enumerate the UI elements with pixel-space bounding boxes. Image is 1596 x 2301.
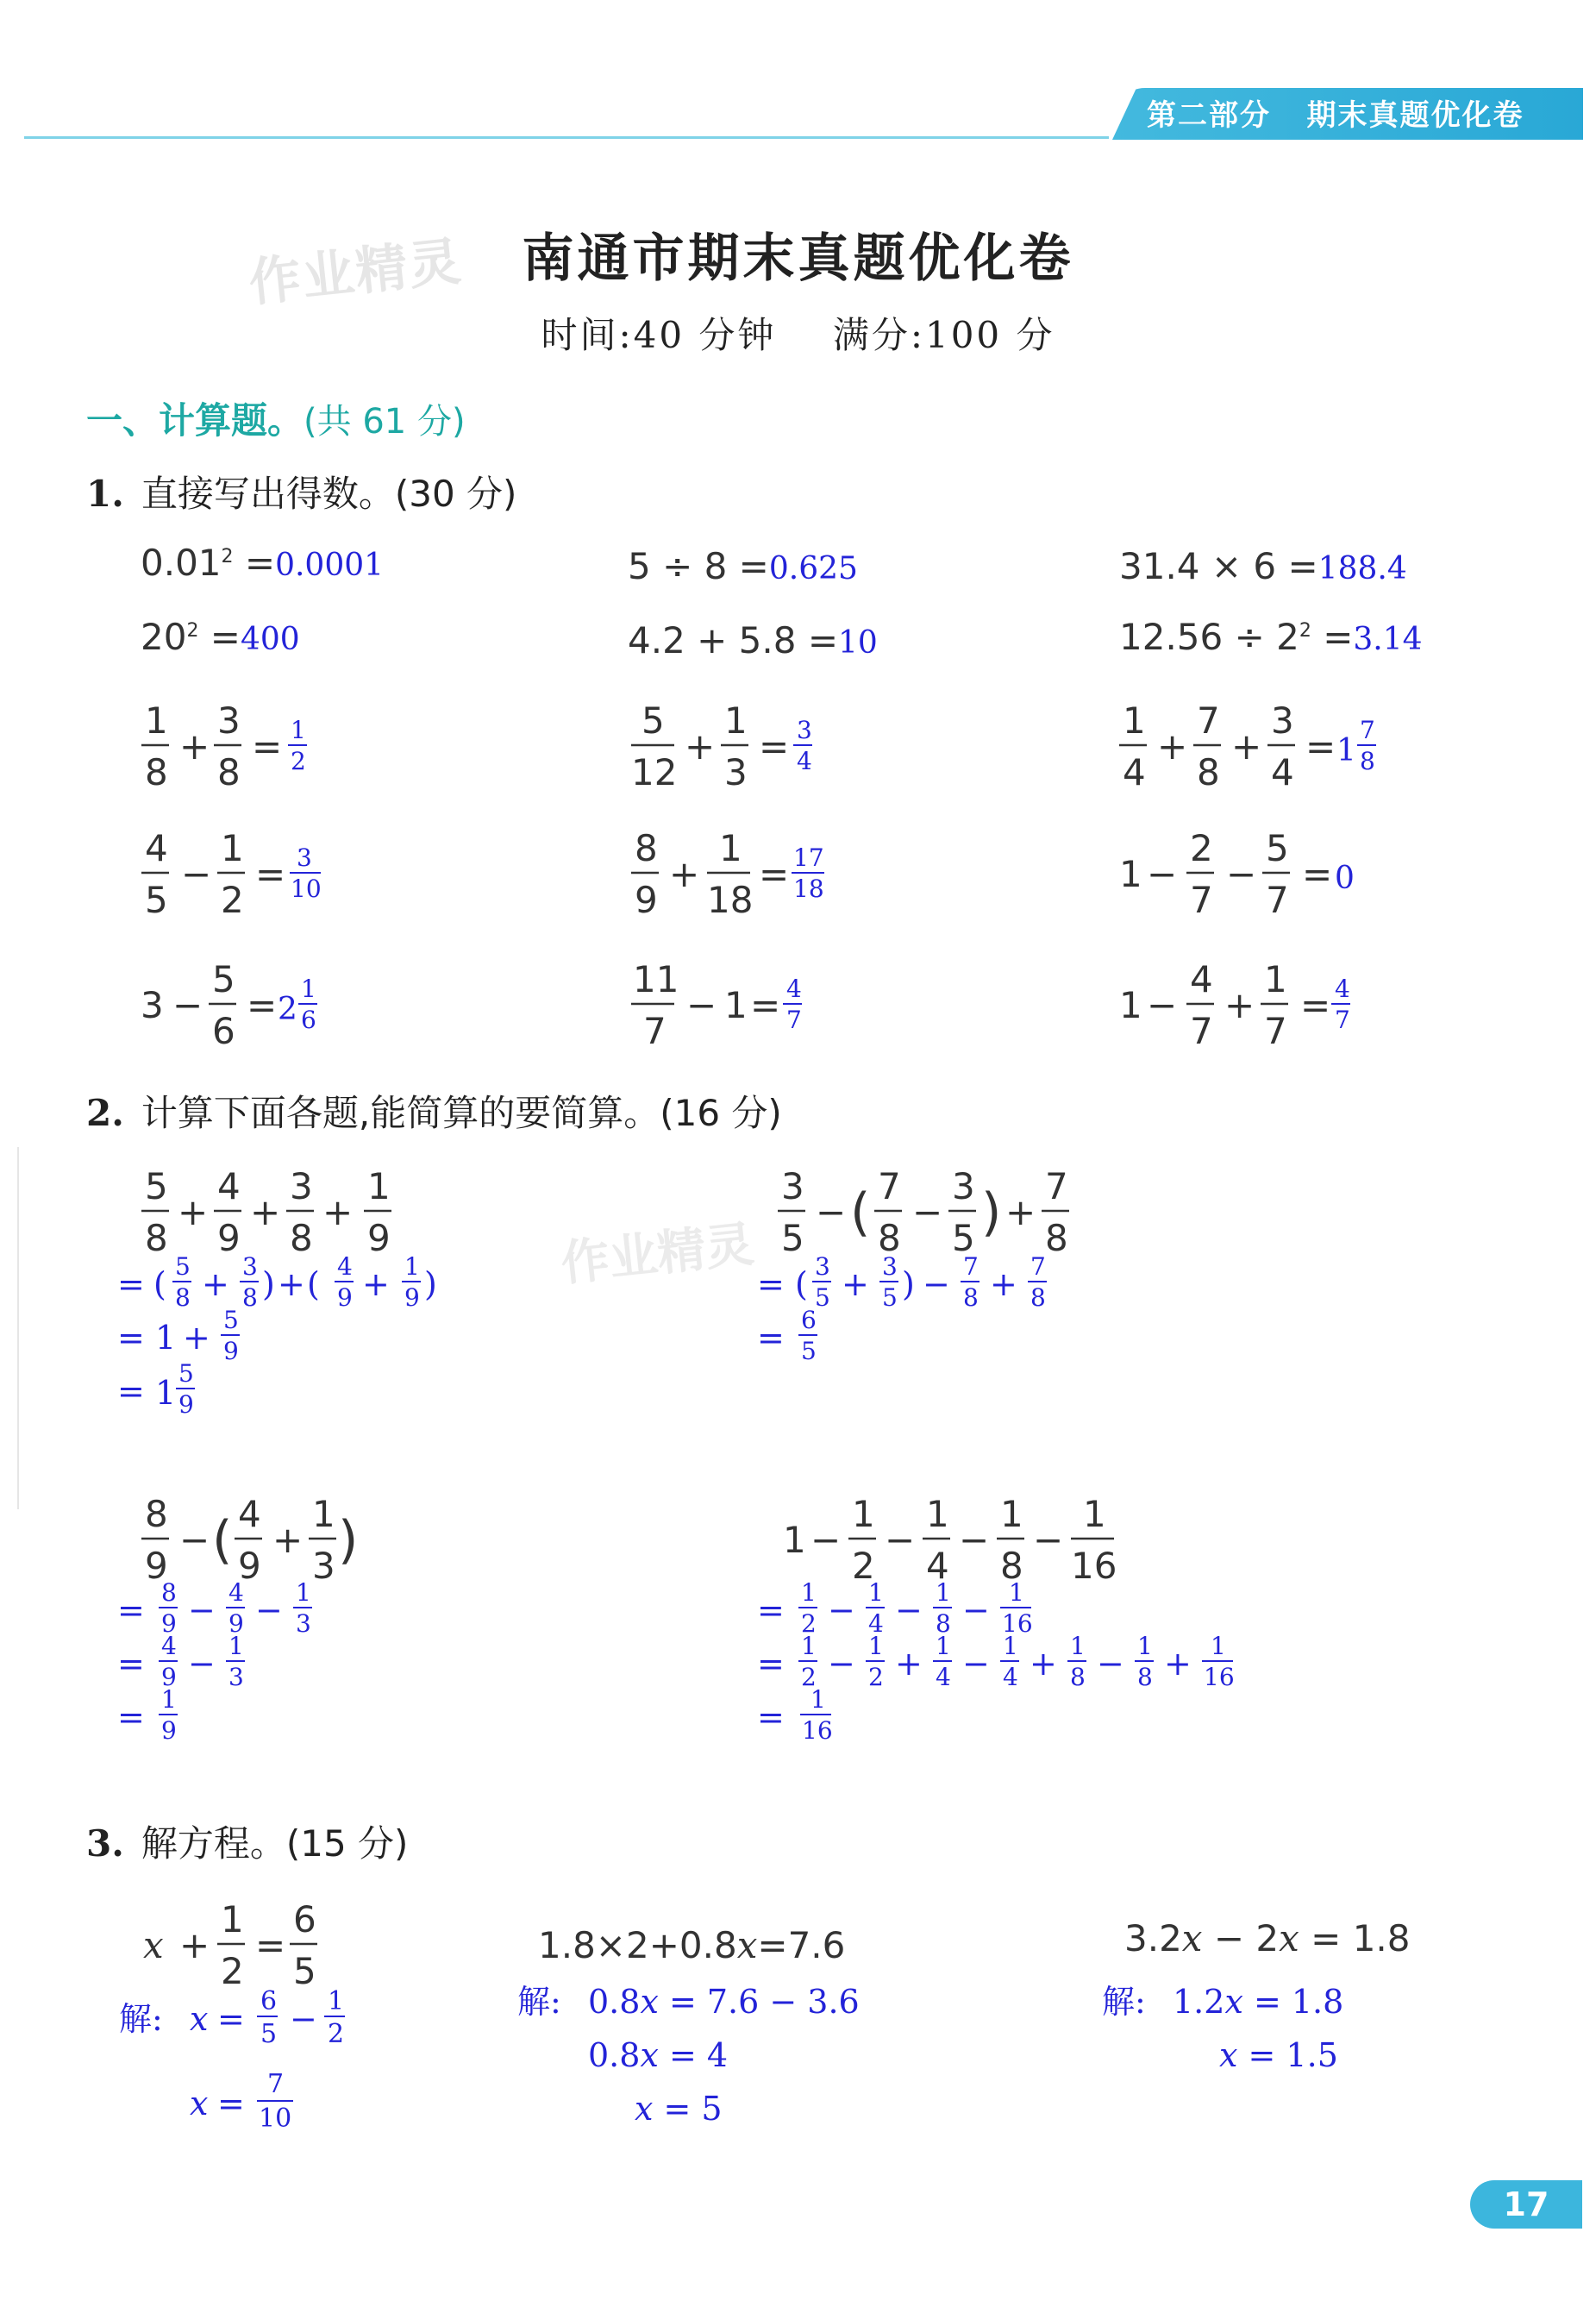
svg-text:5: 5 <box>293 1950 316 1992</box>
q1-item-13 <box>141 958 317 1052</box>
svg-text:9: 9 <box>161 1663 177 1691</box>
svg-text:=: = <box>117 1319 145 1357</box>
svg-text:3: 3 <box>228 1663 244 1691</box>
svg-text:1: 1 <box>1119 984 1142 1026</box>
svg-text:−: − <box>188 1591 216 1629</box>
page-title: 南通市期末真题优化卷 <box>522 229 1074 289</box>
svg-text:16: 16 <box>1204 1663 1235 1691</box>
svg-text:7: 7 <box>963 1252 979 1281</box>
svg-text:4: 4 <box>936 1663 951 1691</box>
svg-text:1: 1 <box>1119 853 1142 895</box>
q2-number: 2. <box>86 1092 124 1134</box>
svg-text:1: 1 <box>312 1493 335 1535</box>
svg-text:1: 1 <box>404 1252 420 1281</box>
svg-text:+: + <box>685 725 716 768</box>
svg-text:=: = <box>1300 984 1331 1026</box>
svg-text:(: ( <box>850 1182 871 1243</box>
svg-text:1: 1 <box>296 1578 311 1607</box>
svg-text:6: 6 <box>301 1006 316 1034</box>
svg-text:(: ( <box>153 1265 166 1303</box>
svg-text:1: 1 <box>301 975 316 1003</box>
svg-text:7: 7 <box>1197 699 1220 742</box>
q3-e2-steps <box>517 1983 860 2128</box>
svg-text:9: 9 <box>178 1390 194 1419</box>
svg-text:5: 5 <box>223 1306 239 1334</box>
svg-text:8: 8 <box>161 1578 177 1607</box>
svg-text:1: 1 <box>868 1632 884 1660</box>
svg-text:7: 7 <box>643 1010 667 1052</box>
svg-text:3: 3 <box>312 1545 335 1587</box>
svg-text:2: 2 <box>868 1663 884 1691</box>
svg-text:17: 17 <box>793 843 824 872</box>
svg-text:3: 3 <box>242 1252 258 1281</box>
svg-text:7: 7 <box>1264 1010 1287 1052</box>
q1-item-15 <box>1119 958 1350 1052</box>
svg-text:=: = <box>255 853 286 895</box>
q3-heading <box>86 1815 408 1867</box>
svg-text:7: 7 <box>878 1165 901 1207</box>
svg-text:+: + <box>202 1265 229 1303</box>
q3-e1-expr <box>143 1898 317 1992</box>
svg-text:6: 6 <box>212 1010 235 1052</box>
svg-text:+: + <box>1164 1645 1192 1683</box>
svg-text:(: ( <box>795 1265 808 1303</box>
svg-text:7: 7 <box>1266 879 1289 921</box>
svg-text:4: 4 <box>868 1609 884 1638</box>
svg-text:6: 6 <box>260 1986 278 2016</box>
svg-text:9: 9 <box>161 1609 177 1638</box>
q1-item-1: $0.01^2 =0.0001$ <box>141 542 385 584</box>
svg-text:−: − <box>255 1591 283 1629</box>
svg-text:−: − <box>885 1519 916 1561</box>
svg-text:1: 1 <box>1009 1578 1024 1607</box>
q2-p2-expr <box>778 1165 1069 1259</box>
svg-text:=: = <box>117 1265 145 1303</box>
svg-text:3: 3 <box>297 843 312 872</box>
svg-text:=: = <box>1302 853 1333 895</box>
page-subtitle: 时间:40 分钟 满分:100 分 <box>541 314 1055 356</box>
q1-item-12 <box>1119 827 1355 921</box>
svg-text:9: 9 <box>145 1545 168 1587</box>
svg-text:9: 9 <box>404 1283 420 1312</box>
svg-text:5: 5 <box>260 2019 278 2049</box>
svg-text:−: − <box>923 1265 950 1303</box>
q2-p2-steps <box>757 1252 1047 1365</box>
svg-text:+: + <box>1030 1645 1057 1683</box>
svg-text:): ) <box>424 1265 437 1303</box>
svg-text:8: 8 <box>936 1609 951 1638</box>
q1-item-9 <box>1119 699 1376 793</box>
svg-text:−: − <box>828 1591 855 1629</box>
svg-text:1: 1 <box>724 984 748 1026</box>
svg-text:6: 6 <box>293 1898 316 1940</box>
q1-item-10 <box>141 827 322 921</box>
svg-text:=: = <box>757 1319 785 1357</box>
svg-text:): ) <box>981 1182 1002 1243</box>
svg-text:解:: 解: <box>1102 1983 1146 2021</box>
svg-text:1: 1 <box>724 699 748 742</box>
q1-item-11 <box>631 827 824 921</box>
svg-text:1: 1 <box>801 1578 817 1607</box>
svg-text:−: − <box>172 984 203 1026</box>
svg-text:5: 5 <box>178 1359 194 1388</box>
svg-text:1: 1 <box>1264 958 1287 1000</box>
svg-text:=: = <box>1305 725 1336 768</box>
svg-text:1: 1 <box>1003 1632 1018 1660</box>
svg-text:5: 5 <box>781 1217 804 1259</box>
svg-text:+: + <box>322 1191 354 1233</box>
svg-text:1: 1 <box>926 1493 949 1535</box>
svg-text:2: 2 <box>801 1663 817 1691</box>
svg-text:+: + <box>272 1519 304 1561</box>
svg-text:18: 18 <box>707 879 754 921</box>
svg-text:5: 5 <box>882 1283 898 1312</box>
svg-text:7: 7 <box>1360 716 1375 744</box>
svg-text:−: − <box>895 1591 923 1629</box>
svg-text:x: x <box>190 2000 209 2038</box>
svg-text:=: = <box>759 853 790 895</box>
svg-text:1: 1 <box>811 1685 826 1714</box>
svg-text:3: 3 <box>724 751 748 793</box>
svg-text:=: = <box>217 2085 245 2122</box>
svg-text:5: 5 <box>801 1337 817 1365</box>
svg-text:1: 1 <box>1000 1493 1023 1535</box>
svg-text:5: 5 <box>1266 827 1289 869</box>
svg-text:4: 4 <box>145 827 168 869</box>
svg-text:): ) <box>338 1510 359 1571</box>
svg-text:9: 9 <box>635 879 658 921</box>
svg-text:8: 8 <box>878 1217 901 1259</box>
svg-text:+: + <box>842 1265 869 1303</box>
svg-text:5: 5 <box>145 879 168 921</box>
q3-e3-steps <box>1102 1983 1343 2074</box>
svg-text:5: 5 <box>212 958 235 1000</box>
svg-text:9: 9 <box>367 1217 391 1259</box>
svg-text:4: 4 <box>1190 958 1213 1000</box>
svg-text:0: 0 <box>1335 861 1355 896</box>
svg-text:3: 3 <box>797 716 812 744</box>
svg-text:−: − <box>1097 1645 1124 1683</box>
svg-text:+: + <box>250 1191 281 1233</box>
svg-text:1: 1 <box>936 1632 951 1660</box>
svg-text:解:: 解: <box>119 2000 163 2038</box>
svg-text:7: 7 <box>1190 879 1213 921</box>
svg-text:−: − <box>188 1645 216 1683</box>
svg-text:1: 1 <box>1070 1632 1086 1660</box>
svg-text:−: − <box>1147 853 1178 895</box>
svg-text:9: 9 <box>238 1545 261 1587</box>
svg-text:8: 8 <box>963 1283 979 1312</box>
svg-text:+: + <box>1005 1191 1036 1233</box>
svg-text:(: ( <box>212 1510 233 1571</box>
svg-text:(: ( <box>307 1265 320 1303</box>
svg-text:1: 1 <box>1211 1632 1226 1660</box>
svg-text:2: 2 <box>852 1545 875 1587</box>
svg-text:4: 4 <box>228 1578 244 1607</box>
svg-text:3: 3 <box>781 1165 804 1207</box>
q1-text: 直接写出得数。(30 分) <box>141 473 517 515</box>
q2-p3-steps <box>117 1578 312 1745</box>
svg-text:4: 4 <box>1271 751 1294 793</box>
svg-text:8: 8 <box>1070 1663 1086 1691</box>
svg-text:7: 7 <box>786 1006 802 1034</box>
svg-text:7: 7 <box>1190 1010 1213 1052</box>
svg-text:−: − <box>1226 853 1257 895</box>
svg-text:16: 16 <box>802 1716 833 1745</box>
svg-text:9: 9 <box>228 1609 244 1638</box>
svg-text:3: 3 <box>296 1609 311 1638</box>
svg-text:x = 1.5: x = 1.5 <box>1219 2036 1338 2074</box>
svg-text:+: + <box>179 725 210 768</box>
svg-text:4: 4 <box>161 1632 177 1660</box>
svg-text:−: − <box>181 853 212 895</box>
svg-text:−: − <box>828 1645 855 1683</box>
q2-p1-steps <box>117 1252 437 1419</box>
svg-text:12: 12 <box>631 751 678 793</box>
svg-text:8: 8 <box>145 1493 168 1535</box>
section-label: 一、计算题。 <box>86 399 304 442</box>
svg-text:8: 8 <box>1137 1663 1153 1691</box>
svg-text:3: 3 <box>1271 699 1294 742</box>
svg-text:−: − <box>686 984 717 1026</box>
svg-text:8: 8 <box>145 1217 168 1259</box>
svg-text:2: 2 <box>328 2019 345 2049</box>
svg-text:6: 6 <box>801 1306 817 1334</box>
svg-text:4: 4 <box>1123 751 1146 793</box>
svg-text:3: 3 <box>882 1252 898 1281</box>
svg-text:1: 1 <box>291 716 306 744</box>
svg-text:x: x <box>143 1924 164 1966</box>
svg-text:1: 1 <box>228 1632 244 1660</box>
svg-text:1: 1 <box>1137 1632 1153 1660</box>
svg-text:−: − <box>179 1519 210 1561</box>
svg-text:=: = <box>117 1698 145 1736</box>
svg-text:=: = <box>757 1265 785 1303</box>
svg-text:0.8x = 7.6 − 3.6: 0.8x = 7.6 − 3.6 <box>588 1983 860 2021</box>
svg-text:8: 8 <box>217 751 241 793</box>
svg-text:=: = <box>117 1372 145 1410</box>
svg-text:4: 4 <box>786 975 802 1003</box>
svg-text:=: = <box>759 725 790 768</box>
svg-text:+: + <box>990 1265 1017 1303</box>
svg-text:=: = <box>757 1698 785 1736</box>
svg-text:8: 8 <box>290 1217 313 1259</box>
q3-number: 3. <box>86 1822 124 1865</box>
q3-e3-expr: 3.2x − 2x = 1.8 <box>1124 1917 1411 1959</box>
svg-text:5: 5 <box>815 1283 830 1312</box>
svg-text:+: + <box>179 1924 210 1966</box>
svg-text:1: 1 <box>783 1519 806 1561</box>
svg-text:7: 7 <box>1030 1252 1046 1281</box>
svg-text:4: 4 <box>217 1165 241 1207</box>
svg-text:1: 1 <box>145 699 168 742</box>
q3-text: 解方程。(15 分) <box>141 1822 409 1865</box>
svg-text:5: 5 <box>952 1217 975 1259</box>
svg-text:4: 4 <box>1335 975 1350 1003</box>
svg-text:2: 2 <box>1190 827 1213 869</box>
svg-text:4: 4 <box>337 1252 353 1281</box>
svg-text:2: 2 <box>221 879 244 921</box>
svg-text:0.8x = 4: 0.8x = 4 <box>588 2036 729 2074</box>
svg-text:): ) <box>902 1265 915 1303</box>
svg-text:8: 8 <box>1030 1283 1046 1312</box>
svg-text:5: 5 <box>145 1165 168 1207</box>
svg-text:3: 3 <box>815 1252 830 1281</box>
svg-text:1: 1 <box>221 827 244 869</box>
svg-text:2: 2 <box>291 747 306 775</box>
svg-text:1: 1 <box>719 827 742 869</box>
svg-text:): ) <box>262 1265 275 1303</box>
svg-text:9: 9 <box>217 1217 241 1259</box>
q1-item-14 <box>631 958 802 1052</box>
svg-text:−: − <box>811 1519 842 1561</box>
svg-text:=: = <box>247 984 278 1026</box>
q2-p3-expr <box>141 1493 358 1587</box>
svg-text:+: + <box>895 1645 923 1683</box>
watermark-logo-2: 作业精灵 <box>558 1216 757 1293</box>
svg-text:1: 1 <box>221 1898 244 1940</box>
svg-text:−: − <box>290 2000 317 2038</box>
svg-text:8: 8 <box>1045 1217 1068 1259</box>
svg-text:=: = <box>217 2000 245 2038</box>
svg-text:1: 1 <box>936 1578 951 1607</box>
svg-text:8: 8 <box>635 827 658 869</box>
q2-p4-expr <box>783 1493 1117 1587</box>
svg-text:7: 7 <box>1335 1006 1350 1034</box>
section-points: (共 61 分) <box>304 402 466 442</box>
svg-text:+: + <box>669 853 700 895</box>
svg-text:−: − <box>1147 984 1178 1026</box>
q1-number: 1. <box>86 473 124 515</box>
svg-text:+: + <box>178 1191 209 1233</box>
svg-text:1: 1 <box>367 1165 391 1207</box>
svg-text:=: = <box>117 1591 145 1629</box>
svg-text:−: − <box>962 1591 990 1629</box>
svg-text:+: + <box>1224 984 1255 1026</box>
svg-text:x: x <box>190 2085 209 2122</box>
svg-text:8: 8 <box>242 1283 258 1312</box>
svg-text:7: 7 <box>1045 1165 1068 1207</box>
svg-text:3: 3 <box>217 699 241 742</box>
svg-text:=: = <box>117 1645 145 1683</box>
svg-text:5: 5 <box>175 1252 191 1281</box>
svg-text:=: = <box>750 984 781 1026</box>
q2-heading <box>86 1085 782 1137</box>
svg-text:=: = <box>757 1591 785 1629</box>
page-number: 17 <box>1470 2180 1582 2229</box>
svg-text:16: 16 <box>1002 1609 1033 1638</box>
q1-item-2: 5 ÷ 8 =0.625 <box>628 545 858 587</box>
svg-text:=: = <box>252 725 283 768</box>
svg-text:3: 3 <box>141 984 164 1026</box>
svg-text:+: + <box>1157 725 1188 768</box>
svg-text:解:: 解: <box>517 1983 561 2021</box>
svg-text:1: 1 <box>1083 1493 1106 1535</box>
svg-text:2: 2 <box>221 1950 244 1992</box>
q3-e2-expr: 1.8×2+0.8x=7.6 <box>538 1924 846 1966</box>
svg-text:1: 1 <box>1336 733 1356 768</box>
q1-item-7 <box>141 699 307 793</box>
svg-text:9: 9 <box>337 1283 353 1312</box>
svg-text:5: 5 <box>642 699 665 742</box>
svg-text:7: 7 <box>267 2069 285 2099</box>
svg-text:1: 1 <box>328 1986 345 2016</box>
q3-e1-steps <box>119 1986 345 2134</box>
svg-text:−: − <box>1033 1519 1064 1561</box>
svg-text:16: 16 <box>1071 1545 1117 1587</box>
q2-p4-steps <box>757 1578 1235 1745</box>
svg-text:9: 9 <box>161 1716 177 1745</box>
svg-text:1: 1 <box>155 1374 177 1412</box>
q1-item-8 <box>631 699 812 793</box>
svg-text:1.2x = 1.8: 1.2x = 1.8 <box>1173 1983 1344 2021</box>
svg-text:+: + <box>278 1265 305 1303</box>
svg-text:4: 4 <box>926 1545 949 1587</box>
svg-text:+: + <box>1231 725 1262 768</box>
svg-text:1: 1 <box>1123 699 1146 742</box>
svg-text:8: 8 <box>1000 1545 1023 1587</box>
svg-text:10: 10 <box>291 875 322 903</box>
svg-text:10: 10 <box>259 2104 292 2134</box>
q1-item-3: 31.4 × 6 =188.4 <box>1119 545 1407 587</box>
svg-text:−: − <box>959 1519 990 1561</box>
svg-text:−: − <box>962 1645 990 1683</box>
svg-text:1: 1 <box>801 1632 817 1660</box>
svg-text:x = 5: x = 5 <box>635 2090 723 2128</box>
svg-text:8: 8 <box>175 1283 191 1312</box>
q1-item-6: $12.56 \div 2^2 =3.14$ <box>1119 616 1423 658</box>
svg-text:18: 18 <box>793 875 824 903</box>
svg-text:8: 8 <box>145 751 168 793</box>
svg-text:1: 1 <box>852 1493 875 1535</box>
svg-text:4: 4 <box>797 747 812 775</box>
svg-text:1: 1 <box>161 1685 177 1714</box>
svg-text:+: + <box>183 1319 210 1357</box>
svg-text:1: 1 <box>155 1319 177 1357</box>
q2-text: 计算下面各题,能简算的要简算。(16 分) <box>141 1092 782 1134</box>
svg-text:−: − <box>912 1191 943 1233</box>
svg-text:11: 11 <box>633 958 679 1000</box>
q2-p1-expr <box>141 1165 391 1259</box>
watermark-logo: 作业精灵 <box>246 231 466 314</box>
svg-text:3: 3 <box>952 1165 975 1207</box>
svg-text:2: 2 <box>278 992 297 1027</box>
svg-text:8: 8 <box>1197 751 1220 793</box>
svg-text:3: 3 <box>290 1165 313 1207</box>
svg-text:1: 1 <box>868 1578 884 1607</box>
q1-item-4: $20^2 =400$ <box>141 616 300 658</box>
svg-text:4: 4 <box>238 1493 261 1535</box>
header-tab-label: 第二部分 期末真题优化卷 <box>1147 98 1524 133</box>
svg-text:4: 4 <box>1003 1663 1018 1691</box>
svg-text:+: + <box>362 1265 390 1303</box>
svg-text:2: 2 <box>801 1609 817 1638</box>
svg-text:8: 8 <box>1360 747 1375 775</box>
svg-text:=: = <box>255 1924 286 1966</box>
svg-text:−: − <box>816 1191 847 1233</box>
q1-item-5: 4.2 + 5.8 =10 <box>628 619 878 661</box>
svg-text:9: 9 <box>223 1337 239 1365</box>
svg-text:=: = <box>757 1645 785 1683</box>
